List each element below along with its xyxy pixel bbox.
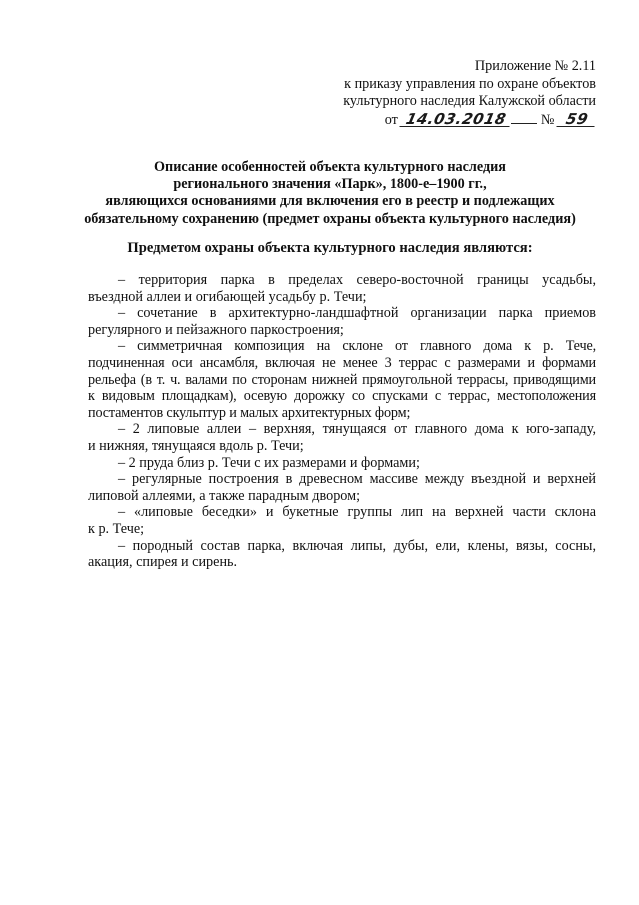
list-item <box>88 421 596 454</box>
list-item-line: – 2 пруда близ р. Течи с их размерами и формами; <box>118 454 420 471</box>
list-item-line: – симметричная композиция на склоне от главного дома к р. Тече, <box>118 338 596 355</box>
from-label: от <box>384 111 398 128</box>
list-item <box>88 471 596 504</box>
authority-name: культурного наследия Калужской области <box>343 93 596 109</box>
number-label: № <box>540 111 555 128</box>
title-line: Описание особенностей объекта культурного наследия <box>154 159 506 175</box>
list-item-line: акация, спирея и сирень. <box>88 554 238 571</box>
list-item-line: рельефа (в т. ч. валами по сторонам нижней прямоугольной террасы, приводящими <box>88 371 596 388</box>
appendix-header <box>300 58 596 129</box>
list-item <box>88 272 596 305</box>
list-item <box>88 455 596 472</box>
list-item <box>88 338 596 421</box>
order-reference: к приказу управления по охране объектов <box>344 75 596 92</box>
list-item <box>88 504 596 537</box>
order-date-number-row <box>300 111 596 130</box>
list-item-line: – территория парка в пределах северо-восточной границы усадьбы, <box>118 272 596 288</box>
list-item-line: и нижняя, тянущаяся вдоль р. Течи; <box>88 437 304 454</box>
list-item-line: подчиненная оси ансамбля, включая не менее 3 террас с размерами и формами <box>88 354 596 371</box>
list-item <box>88 538 596 571</box>
date-underline <box>511 111 537 124</box>
document-title <box>60 159 600 228</box>
list-item-line: к р. Тече; <box>88 520 145 537</box>
title-line: регионального значения «Парк», 1800-е–1900 гг., <box>173 176 487 193</box>
list-item-line: – породный состав парка, включая липы, дубы, ели, клены, вязы, сосны, <box>118 537 596 554</box>
list-item-line: – 2 липовые аллеи – верхняя, тянущаяся от главного дома к юго-западу, <box>118 421 596 438</box>
section-heading: Предметом охраны объекта культурного наследия являются: <box>127 240 533 256</box>
list-item-line: – регулярные построения в древесном массиве между въездной и верхней <box>118 471 596 488</box>
handwritten-date: 14.03.2018 <box>400 112 513 127</box>
list-item <box>88 305 596 338</box>
list-item-line: регулярного и пейзажного паркостроения; <box>88 321 344 338</box>
list-item-line: – «липовые беседки» и букетные группы лип на верхней части склона <box>118 504 596 521</box>
protection-items-list <box>88 272 596 571</box>
title-line: обязательному сохранению (предмет охраны объекта культурного наследия) <box>84 210 576 227</box>
handwritten-number: 59 <box>556 112 597 127</box>
appendix-number: Приложение № 2.11 <box>474 58 596 74</box>
list-item-line: постаментов скульптур и малых архитектурных форм; <box>88 404 411 421</box>
list-item-line: липовой аллеями, а также парадным двором; <box>88 487 361 504</box>
title-line: являющихся основаниями для включения его в реестр и подлежащих <box>105 193 555 210</box>
list-item-line: въездной аллеи и огибающей усадьбу р. Течи; <box>88 288 367 305</box>
list-item-line: – сочетание в архитектурно-ландшафтной организации парка приемов <box>118 305 596 322</box>
list-item-line: к видовым площадкам), осевую дорожку со спусками с террас, местоположения <box>88 388 596 405</box>
